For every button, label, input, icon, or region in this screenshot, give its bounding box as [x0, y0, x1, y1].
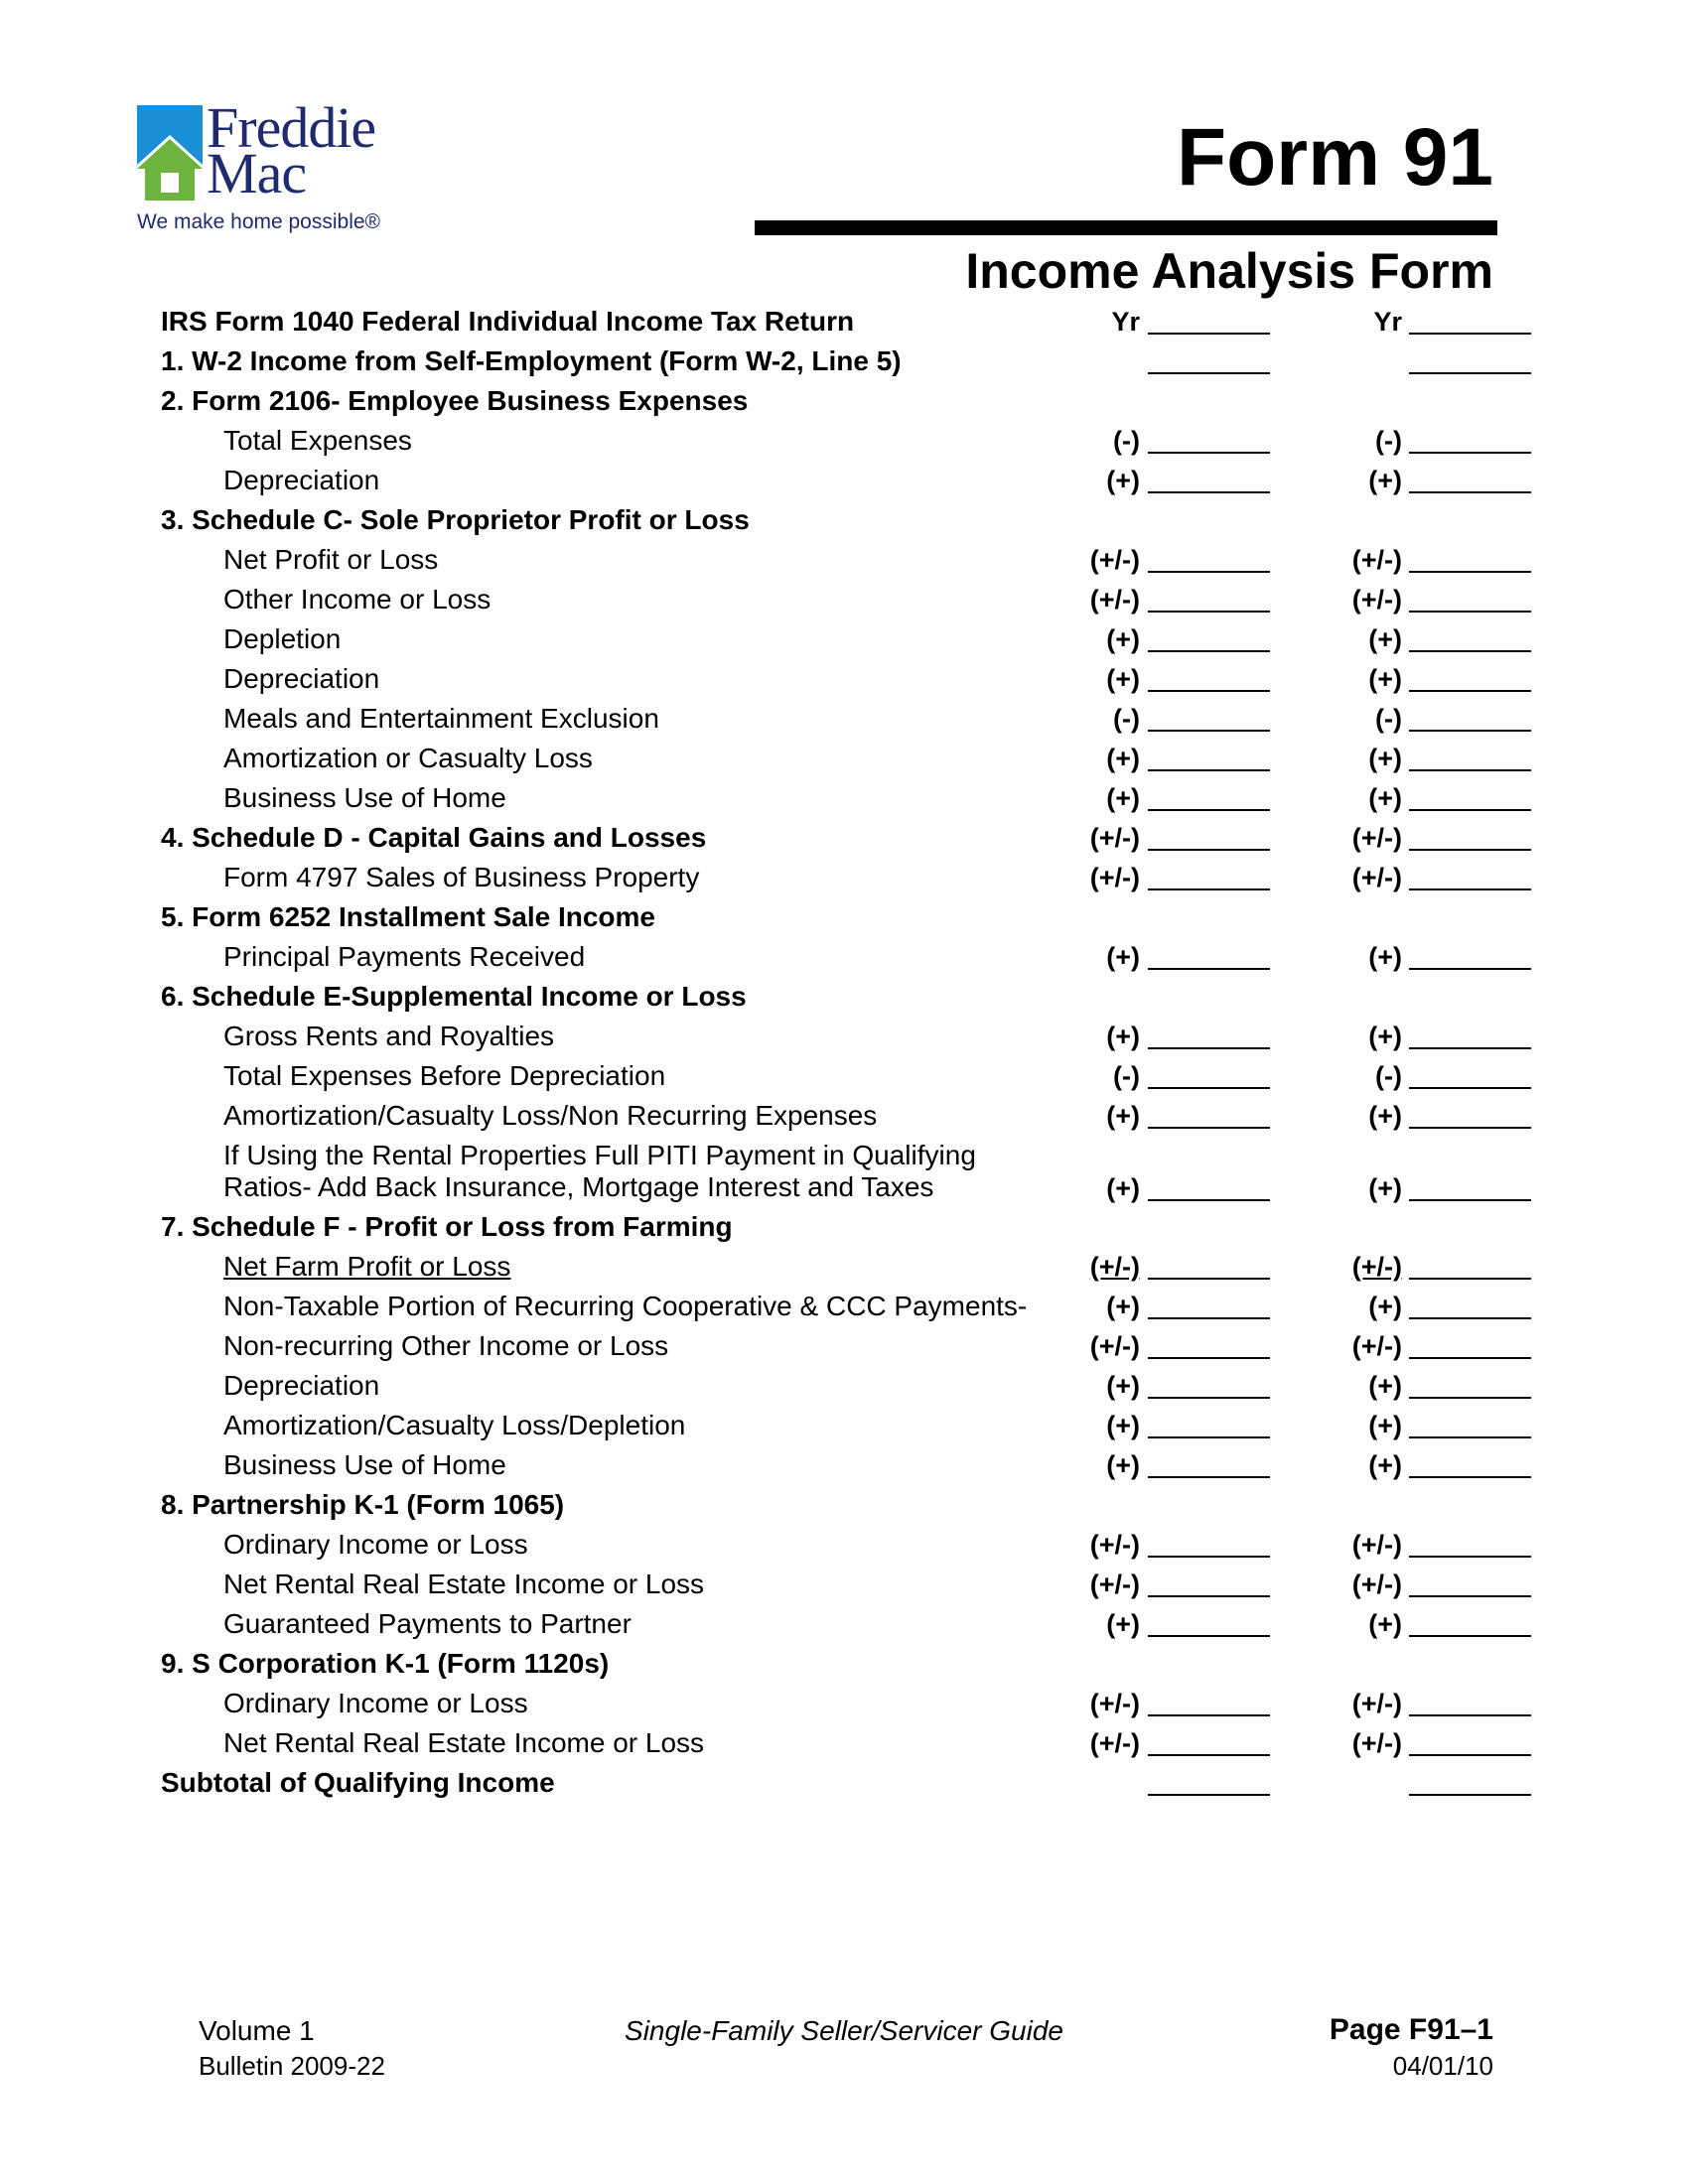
year-1-column	[1043, 465, 1289, 498]
year-2-column	[1275, 862, 1531, 895]
freddie-mac-logo	[137, 95, 435, 238]
sign-indicator: (-)	[1113, 704, 1140, 734]
year-1-column	[1043, 703, 1289, 737]
form-row	[161, 462, 1541, 501]
amount-blank-field[interactable]	[1148, 968, 1270, 970]
row-label: Net Profit or Loss	[223, 544, 439, 575]
row-label: Depletion	[223, 623, 342, 654]
amount-blank-field[interactable]	[1148, 1397, 1270, 1399]
sign-indicator: (+)	[1106, 1292, 1140, 1321]
amount-blank-field[interactable]	[1409, 809, 1531, 811]
year-2-column	[1275, 1370, 1531, 1404]
sign-indicator: (+)	[1368, 624, 1402, 654]
amount-blank-field[interactable]	[1148, 730, 1270, 732]
sign-indicator: (+/-)	[1351, 545, 1402, 575]
sign-indicator: (+)	[1106, 1173, 1140, 1203]
amount-blank-field[interactable]	[1409, 372, 1531, 374]
year-1-column	[1043, 1727, 1289, 1761]
year-1-column	[1043, 1449, 1289, 1483]
form-row	[161, 1097, 1541, 1137]
amount-blank-field[interactable]	[1409, 849, 1531, 851]
year-1-column	[1043, 1060, 1289, 1094]
sign-indicator: (+)	[1106, 1022, 1140, 1051]
footer-bulletin: Bulletin 2009-22	[199, 2051, 385, 2081]
amount-blank-field[interactable]	[1409, 1754, 1531, 1756]
year-1-column	[1043, 544, 1289, 578]
form-row	[161, 938, 1541, 978]
amount-blank-field[interactable]	[1148, 333, 1270, 335]
year-1-column	[1043, 584, 1289, 617]
form-row	[161, 1367, 1541, 1407]
sign-indicator: (+/-)	[1351, 863, 1402, 892]
amount-blank-field[interactable]	[1148, 571, 1270, 573]
row-label: 4. Schedule D - Capital Gains and Losses	[161, 822, 707, 853]
year-1-column	[1043, 425, 1289, 459]
sign-indicator: (+)	[1106, 1371, 1140, 1401]
year-2-column	[1275, 941, 1531, 975]
year-label: Yr	[1373, 307, 1402, 337]
sign-indicator: (+)	[1106, 466, 1140, 495]
form-row	[161, 1486, 1541, 1526]
footer-guide-title: Single-Family Seller/Servicer Guide	[625, 2015, 1063, 2046]
sign-indicator: (+)	[1368, 1022, 1402, 1051]
year-2-column	[1275, 1449, 1531, 1483]
amount-blank-field[interactable]	[1409, 1595, 1531, 1597]
sign-indicator: (+)	[1368, 744, 1402, 773]
amount-blank-field[interactable]	[1148, 650, 1270, 652]
amount-blank-field[interactable]	[1409, 1436, 1531, 1438]
year-1-column	[1043, 1767, 1289, 1801]
form-row	[161, 1724, 1541, 1764]
form-row	[161, 700, 1541, 740]
row-label: Non-Taxable Portion of Recurring Cooperative & CCC Payments-	[223, 1291, 1028, 1321]
amount-blank-field[interactable]	[1148, 1714, 1270, 1716]
sign-indicator: (+)	[1368, 664, 1402, 694]
year-1-column	[1043, 1370, 1289, 1404]
sign-indicator: (+/-)	[1089, 585, 1140, 614]
row-label: Net Farm Profit or Loss	[223, 1251, 511, 1282]
amount-blank-field[interactable]	[1148, 690, 1270, 692]
sign-indicator: (+)	[1368, 1371, 1402, 1401]
year-1-column	[1043, 1021, 1289, 1054]
year-2-column	[1275, 623, 1531, 657]
form-row	[161, 501, 1541, 541]
amount-blank-field[interactable]	[1409, 1476, 1531, 1478]
form-row	[161, 978, 1541, 1018]
form-title: Income Analysis Form	[965, 243, 1493, 299]
year-2-column	[1275, 1727, 1531, 1761]
income-analysis-table	[161, 303, 1541, 1804]
sign-indicator: (-)	[1375, 426, 1402, 456]
footer-page-number: Page F91–1	[1329, 2013, 1493, 2046]
amount-blank-field[interactable]	[1409, 452, 1531, 454]
amount-blank-field[interactable]	[1409, 730, 1531, 732]
sign-indicator: (+)	[1368, 783, 1402, 813]
row-label: 5. Form 6252 Installment Sale Income	[161, 901, 655, 932]
sign-indicator: (+/-)	[1351, 585, 1402, 614]
year-1-column	[1043, 743, 1289, 776]
form-row	[161, 303, 1541, 342]
year-2-column	[1275, 544, 1531, 578]
form-row	[161, 1407, 1541, 1446]
year-1-column	[1043, 1251, 1289, 1285]
row-label: Amortization or Casualty Loss	[223, 743, 593, 773]
form-row	[161, 859, 1541, 898]
form-row	[161, 740, 1541, 779]
year-2-column	[1275, 822, 1531, 856]
amount-blank-field[interactable]	[1409, 1278, 1531, 1280]
row-label: Depreciation	[223, 663, 380, 694]
amount-blank-field[interactable]	[1409, 1556, 1531, 1558]
year-2-column	[1275, 465, 1531, 498]
amount-blank-field[interactable]	[1148, 1635, 1270, 1637]
amount-blank-field[interactable]	[1409, 333, 1531, 335]
amount-blank-field[interactable]	[1409, 1357, 1531, 1359]
form-row	[161, 1137, 1541, 1208]
amount-blank-field[interactable]	[1148, 1127, 1270, 1129]
row-label: Net Rental Real Estate Income or Loss	[223, 1569, 705, 1599]
row-label: Principal Payments Received	[223, 941, 586, 972]
year-1-column	[1043, 1569, 1289, 1602]
year-1-column	[1043, 1172, 1289, 1206]
amount-blank-field[interactable]	[1148, 1476, 1270, 1478]
form-row	[161, 1288, 1541, 1327]
sign-indicator: (+)	[1368, 942, 1402, 972]
year-1-column	[1043, 1291, 1289, 1324]
footer-volume: Volume 1	[199, 2015, 315, 2046]
year-1-column	[1043, 306, 1289, 340]
row-label: IRS Form 1040 Federal Individual Income Tax Return	[161, 306, 855, 337]
row-label: 2. Form 2106- Employee Business Expenses	[161, 385, 749, 416]
form-row	[161, 422, 1541, 462]
sign-indicator: (+/-)	[1351, 1252, 1402, 1282]
amount-blank-field[interactable]	[1409, 1635, 1531, 1637]
row-label: Non-recurring Other Income or Loss	[223, 1330, 669, 1361]
amount-blank-field[interactable]	[1409, 1047, 1531, 1049]
year-2-column	[1275, 1330, 1531, 1364]
row-label: Subtotal of Qualifying Income	[161, 1767, 555, 1798]
year-2-column	[1275, 306, 1531, 340]
row-label: Depreciation	[223, 465, 380, 495]
amount-blank-field[interactable]	[1148, 1794, 1270, 1796]
amount-blank-field[interactable]	[1148, 452, 1270, 454]
header-rule	[755, 220, 1497, 235]
sign-indicator: (-)	[1113, 1061, 1140, 1091]
amount-blank-field[interactable]	[1148, 1317, 1270, 1319]
logo-tagline: We make home possible®	[137, 210, 381, 233]
amount-blank-field[interactable]	[1409, 1714, 1531, 1716]
sign-indicator: (+)	[1106, 1411, 1140, 1440]
sign-indicator: (+)	[1368, 1450, 1402, 1480]
sign-indicator: (+)	[1368, 1101, 1402, 1131]
year-2-column	[1275, 1767, 1531, 1801]
sign-indicator: (+/-)	[1089, 1570, 1140, 1599]
sign-indicator: (-)	[1375, 704, 1402, 734]
year-2-column	[1275, 1251, 1531, 1285]
sign-indicator: (+/-)	[1089, 1331, 1140, 1361]
amount-blank-field[interactable]	[1409, 1317, 1531, 1319]
amount-blank-field[interactable]	[1148, 1556, 1270, 1558]
amount-blank-field[interactable]	[1148, 888, 1270, 890]
amount-blank-field[interactable]	[1409, 491, 1531, 493]
row-label: 1. W-2 Income from Self-Employment (Form W-2, Line 5)	[161, 345, 902, 376]
sign-indicator: (+)	[1368, 1173, 1402, 1203]
year-2-column	[1275, 782, 1531, 816]
sign-indicator: (-)	[1375, 1061, 1402, 1091]
row-label: 7. Schedule F - Profit or Loss from Farming	[161, 1211, 733, 1242]
sign-indicator: (+)	[1368, 1609, 1402, 1639]
amount-blank-field[interactable]	[1148, 1357, 1270, 1359]
row-label: Guaranteed Payments to Partner	[223, 1608, 632, 1639]
year-2-column	[1275, 1608, 1531, 1642]
row-label: 8. Partnership K-1 (Form 1065)	[161, 1489, 565, 1520]
amount-blank-field[interactable]	[1409, 888, 1531, 890]
form-row	[161, 581, 1541, 620]
form-number: Form 91	[1177, 112, 1493, 203]
amount-blank-field[interactable]	[1148, 1047, 1270, 1049]
sign-indicator: (-)	[1113, 426, 1140, 456]
row-label: If Using the Rental Properties Full PITI Payment in Qualifying Ratios- Add Back Insurance, Mortgage Interest and Taxes	[223, 1140, 976, 1202]
row-label: Amortization/Casualty Loss/Depletion	[223, 1410, 686, 1440]
row-label: Amortization/Casualty Loss/Non Recurring Expenses	[223, 1100, 878, 1131]
amount-blank-field[interactable]	[1148, 1199, 1270, 1201]
amount-blank-field[interactable]	[1409, 650, 1531, 652]
row-label: Total Expenses	[223, 425, 412, 456]
sign-indicator: (+/-)	[1351, 1689, 1402, 1718]
sign-indicator: (+/-)	[1089, 863, 1140, 892]
year-2-column	[1275, 1410, 1531, 1443]
year-label: Yr	[1111, 307, 1140, 337]
row-label: Business Use of Home	[223, 1449, 506, 1480]
logo-wordmark-line2: Mac	[207, 141, 307, 205]
row-label: Form 4797 Sales of Business Property	[223, 862, 700, 892]
form-row	[161, 898, 1541, 938]
sign-indicator: (+/-)	[1351, 1530, 1402, 1560]
year-1-column	[1043, 941, 1289, 975]
row-label: Business Use of Home	[223, 782, 506, 813]
year-1-column	[1043, 1410, 1289, 1443]
amount-blank-field[interactable]	[1148, 1436, 1270, 1438]
year-1-column	[1043, 862, 1289, 895]
amount-blank-field[interactable]	[1148, 1087, 1270, 1089]
sign-indicator: (+)	[1106, 624, 1140, 654]
year-1-column	[1043, 663, 1289, 697]
row-label: 9. S Corporation K-1 (Form 1120s)	[161, 1648, 610, 1679]
year-1-column	[1043, 1608, 1289, 1642]
year-2-column	[1275, 743, 1531, 776]
amount-blank-field[interactable]	[1409, 611, 1531, 613]
form-row	[161, 342, 1541, 382]
year-1-column	[1043, 1330, 1289, 1364]
year-2-column	[1275, 1291, 1531, 1324]
year-2-column	[1275, 1529, 1531, 1563]
form-row	[161, 1685, 1541, 1724]
year-2-column	[1275, 1569, 1531, 1602]
year-2-column	[1275, 1688, 1531, 1721]
form-row	[161, 1605, 1541, 1645]
row-label: Ordinary Income or Loss	[223, 1529, 528, 1560]
year-1-column	[1043, 623, 1289, 657]
amount-blank-field[interactable]	[1409, 1199, 1531, 1201]
year-2-column	[1275, 1100, 1531, 1134]
sign-indicator: (+/-)	[1089, 1689, 1140, 1718]
amount-blank-field[interactable]	[1409, 1397, 1531, 1399]
form-row	[161, 1327, 1541, 1367]
year-2-column	[1275, 663, 1531, 697]
amount-blank-field[interactable]	[1148, 1595, 1270, 1597]
sign-indicator: (+/-)	[1089, 1252, 1140, 1282]
form-row	[161, 1526, 1541, 1566]
sign-indicator: (+)	[1106, 942, 1140, 972]
sign-indicator: (+/-)	[1351, 1331, 1402, 1361]
form-row	[161, 779, 1541, 819]
form-row	[161, 1566, 1541, 1605]
footer-date: 04/01/10	[1392, 2051, 1493, 2081]
amount-blank-field[interactable]	[1409, 968, 1531, 970]
sign-indicator: (+/-)	[1351, 1728, 1402, 1758]
form-row	[161, 382, 1541, 422]
row-label: Other Income or Loss	[223, 584, 492, 614]
sign-indicator: (+)	[1368, 466, 1402, 495]
row-label: Total Expenses Before Depreciation	[223, 1060, 666, 1091]
amount-blank-field[interactable]	[1409, 1087, 1531, 1089]
row-label: Gross Rents and Royalties	[223, 1021, 555, 1051]
amount-blank-field[interactable]	[1409, 690, 1531, 692]
row-label: Depreciation	[223, 1370, 380, 1401]
form-row	[161, 1446, 1541, 1486]
form-row	[161, 1248, 1541, 1288]
house-logo-icon	[137, 105, 203, 201]
year-1-column	[1043, 822, 1289, 856]
row-label: 3. Schedule C- Sole Proprietor Profit or Loss	[161, 504, 750, 535]
amount-blank-field[interactable]	[1148, 491, 1270, 493]
amount-blank-field[interactable]	[1148, 1278, 1270, 1280]
sign-indicator: (+/-)	[1089, 1728, 1140, 1758]
year-2-column	[1275, 345, 1531, 379]
sign-indicator: (+)	[1368, 1292, 1402, 1321]
sign-indicator: (+)	[1106, 1450, 1140, 1480]
year-2-column	[1275, 584, 1531, 617]
year-1-column	[1043, 1100, 1289, 1134]
sign-indicator: (+)	[1106, 1101, 1140, 1131]
year-2-column	[1275, 425, 1531, 459]
amount-blank-field[interactable]	[1148, 611, 1270, 613]
sign-indicator: (+/-)	[1089, 823, 1140, 853]
form-row	[161, 1208, 1541, 1248]
year-2-column	[1275, 1060, 1531, 1094]
logo-wordmark-line1: Freddie	[207, 95, 376, 160]
form-row	[161, 1057, 1541, 1097]
sign-indicator: (+)	[1106, 1609, 1140, 1639]
sign-indicator: (+/-)	[1351, 1570, 1402, 1599]
amount-blank-field[interactable]	[1409, 571, 1531, 573]
amount-blank-field[interactable]	[1409, 1794, 1531, 1796]
form-row	[161, 660, 1541, 700]
amount-blank-field[interactable]	[1409, 1127, 1531, 1129]
form-row	[161, 541, 1541, 581]
year-1-column	[1043, 1529, 1289, 1563]
sign-indicator: (+/-)	[1089, 545, 1140, 575]
sign-indicator: (+)	[1368, 1411, 1402, 1440]
form-row	[161, 620, 1541, 660]
row-label: Net Rental Real Estate Income or Loss	[223, 1727, 705, 1758]
sign-indicator: (+/-)	[1089, 1530, 1140, 1560]
year-2-column	[1275, 1021, 1531, 1054]
year-1-column	[1043, 782, 1289, 816]
form-row	[161, 1018, 1541, 1057]
year-1-column	[1043, 1688, 1289, 1721]
sign-indicator: (+/-)	[1351, 823, 1402, 853]
row-label: 6. Schedule E-Supplemental Income or Loss	[161, 981, 747, 1012]
row-label: Meals and Entertainment Exclusion	[223, 703, 659, 734]
amount-blank-field[interactable]	[1148, 372, 1270, 374]
amount-blank-field[interactable]	[1148, 1754, 1270, 1756]
year-2-column	[1275, 1172, 1531, 1206]
amount-blank-field[interactable]	[1409, 769, 1531, 771]
year-2-column	[1275, 703, 1531, 737]
sign-indicator: (+)	[1106, 664, 1140, 694]
amount-blank-field[interactable]	[1148, 809, 1270, 811]
form-row	[161, 1764, 1541, 1804]
row-label: Ordinary Income or Loss	[223, 1688, 528, 1718]
form-row	[161, 1645, 1541, 1685]
form-row	[161, 819, 1541, 859]
sign-indicator: (+)	[1106, 744, 1140, 773]
sign-indicator: (+)	[1106, 783, 1140, 813]
amount-blank-field[interactable]	[1148, 769, 1270, 771]
year-1-column	[1043, 345, 1289, 379]
amount-blank-field[interactable]	[1148, 849, 1270, 851]
